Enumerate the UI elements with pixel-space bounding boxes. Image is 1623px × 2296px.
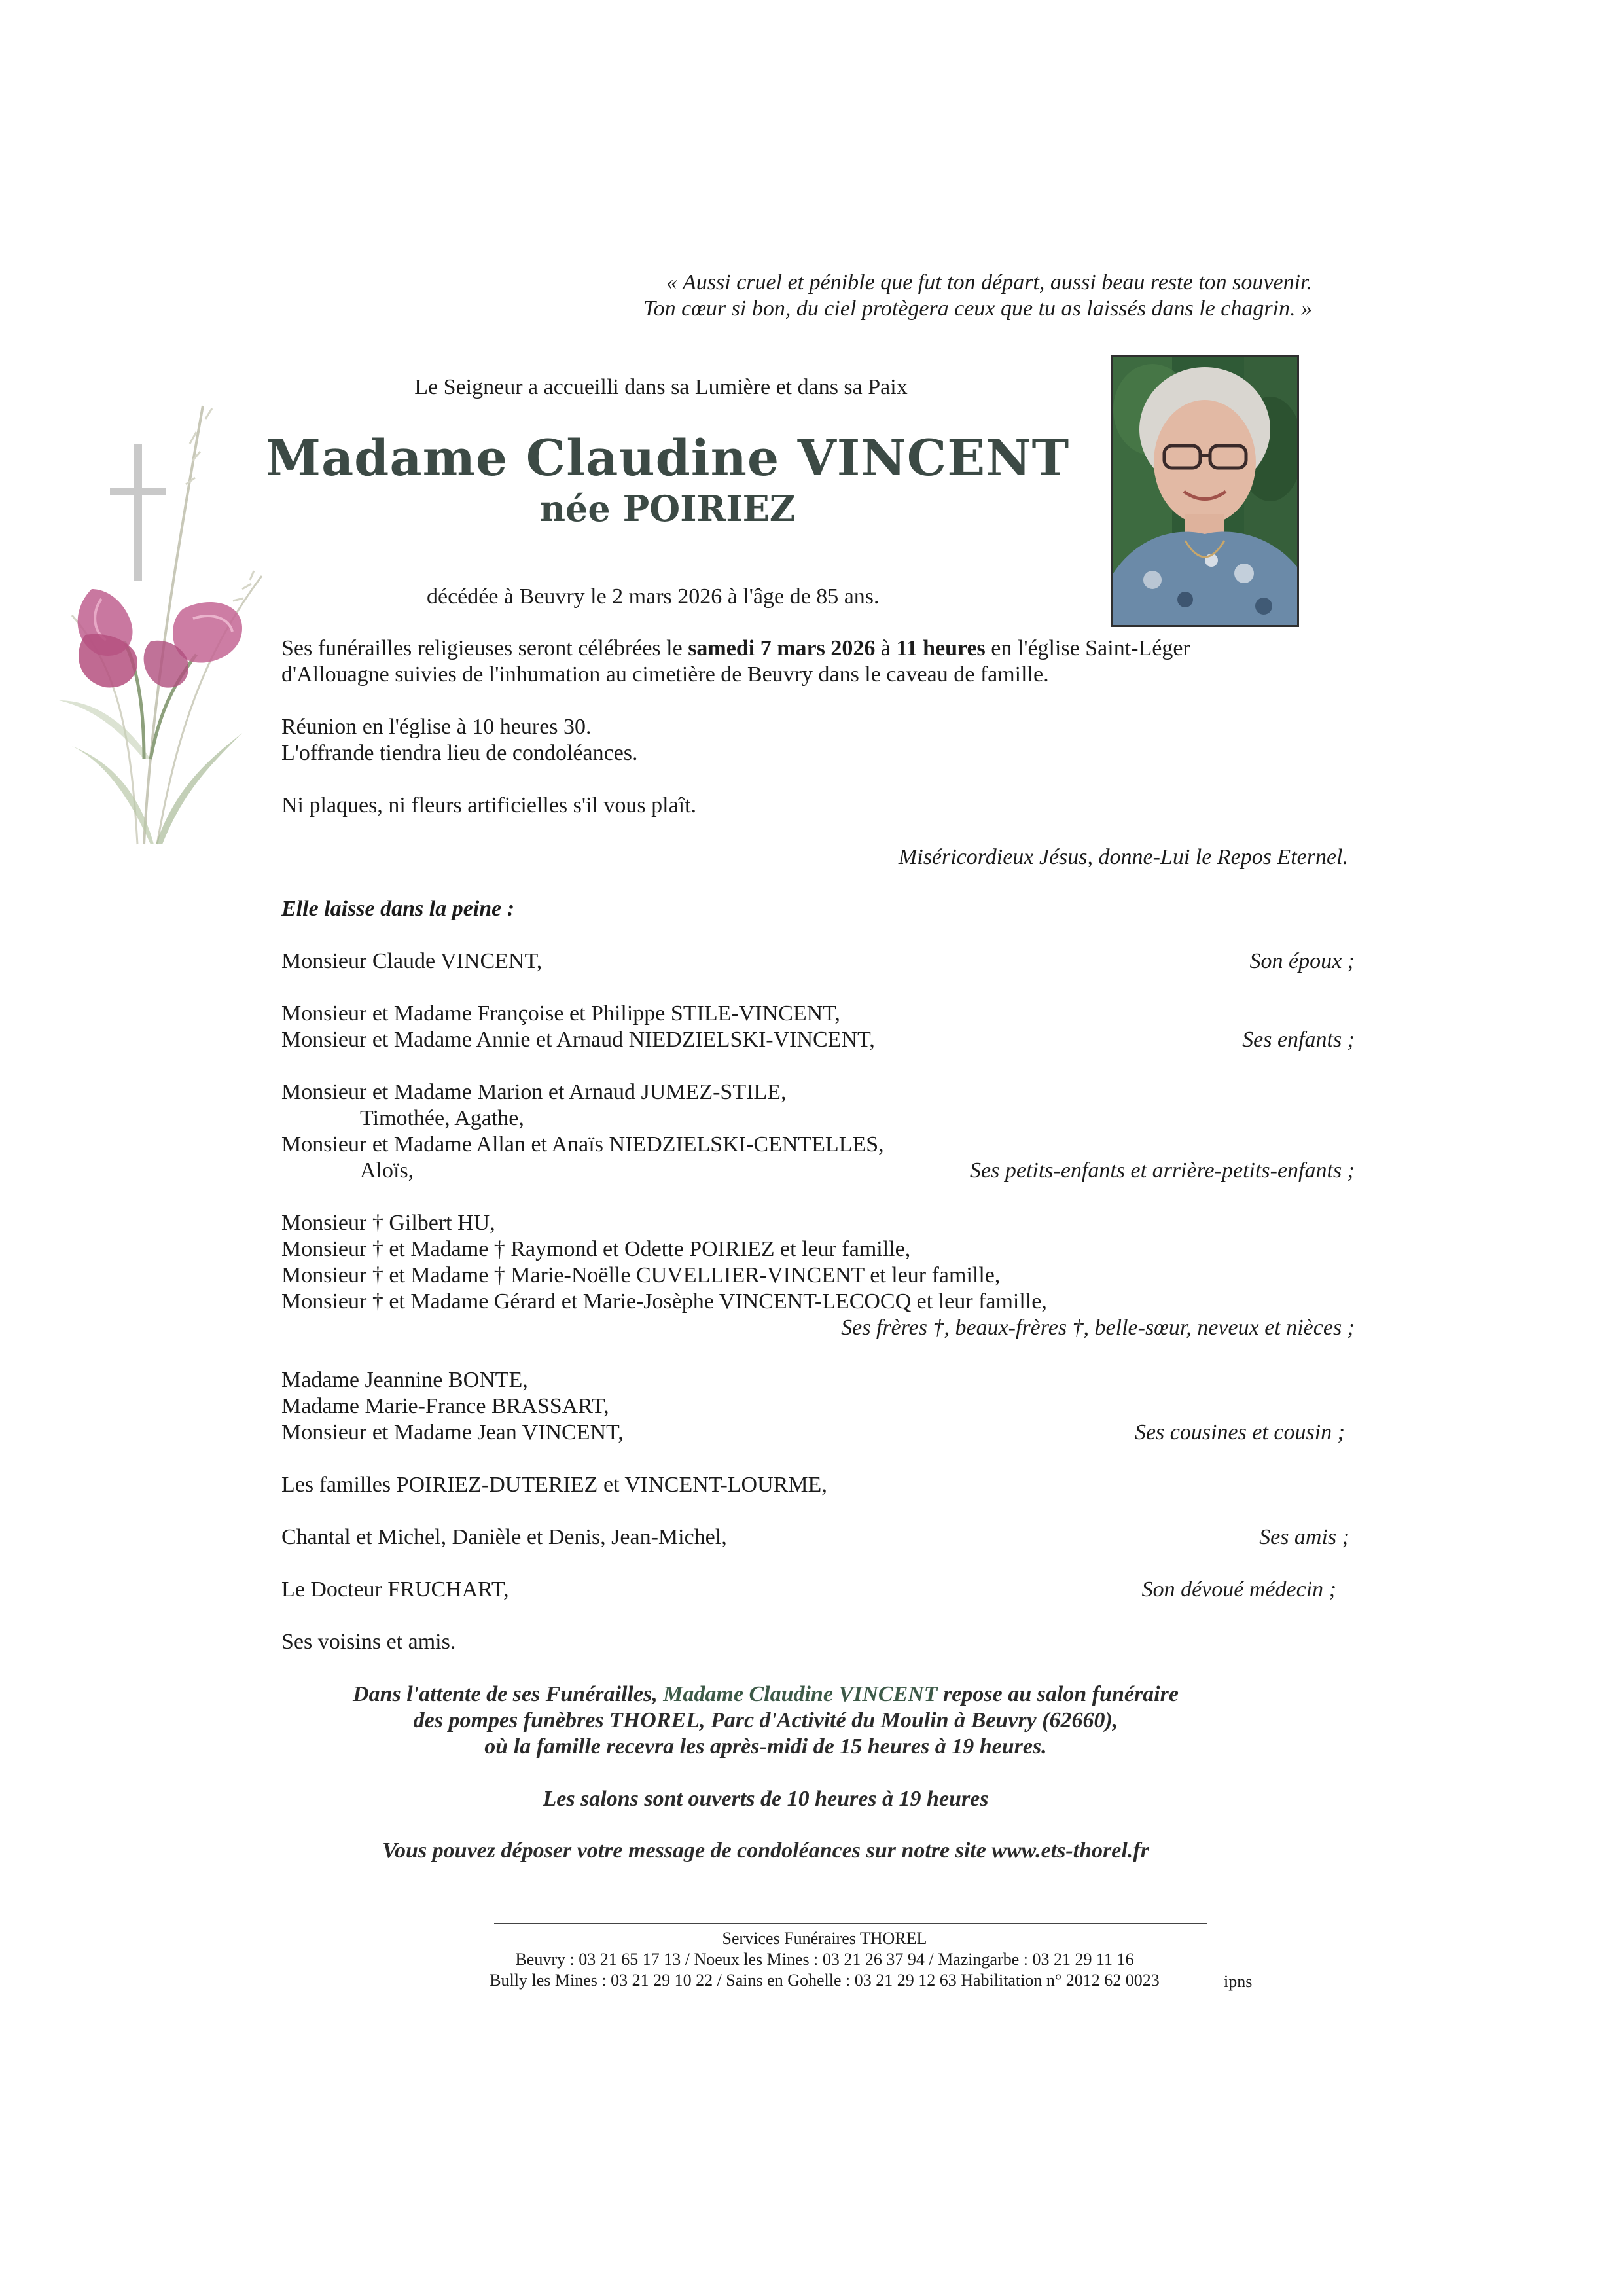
children-line-1: Monsieur et Madame Françoise et Philippe STILE-VINCENT,: [281, 1001, 840, 1026]
death-statement: décédée à Beuvry le 2 mars 2026 à l'âge de 85 ans.: [427, 584, 880, 609]
cousins-line-1: Madame Jeannine BONTE,: [281, 1368, 528, 1392]
funeral-text-connector: à: [875, 636, 897, 660]
notice-line-2: des pompes funèbres THOREL, Parc d'Activité du Moulin à Beuvry (62660),: [413, 1708, 1118, 1732]
maiden-name: née POIRIEZ: [539, 488, 796, 529]
meeting-line-2: L'offrande tiendra lieu de condoléances.: [281, 741, 638, 765]
family-cousins: [281, 1420, 1345, 1446]
cousins-line-2: Madame Marie-France BRASSART,: [281, 1394, 609, 1418]
grandchildren-line-1: Monsieur et Madame Marion et Arnaud JUMEZ-STILE,: [281, 1080, 787, 1104]
doctor-role: Son dévoué médecin ;: [1141, 1577, 1336, 1602]
portrait-photo: [1111, 355, 1299, 627]
children-role: Ses enfants ;: [1242, 1028, 1355, 1052]
siblings-line-3: Monsieur † et Madame † Marie-Noëlle CUVELLIER-VINCENT et leur famille,: [281, 1263, 1001, 1287]
family-siblings: [281, 1315, 1355, 1341]
cousins-role: Ses cousines et cousin ;: [1134, 1420, 1345, 1444]
siblings-line-1: Monsieur † Gilbert HU,: [281, 1211, 495, 1235]
notice-line-1: [196, 1681, 1335, 1708]
funeral-time: 11 heures: [896, 636, 986, 660]
funeral-church: en l'église Saint-Léger: [985, 636, 1190, 660]
intro-text: Le Seigneur a accueilli dans sa Lumière et dans sa Paix: [414, 375, 908, 399]
footer-phones-2: Bully les Mines : 03 21 29 10 22 / Sains en Gohelle : 03 21 29 12 63 Habilitation n° 2012 62 0023: [490, 1971, 1160, 1990]
families-line: Les familles POIRIEZ-DUTERIEZ et VINCENT-LOURME,: [281, 1473, 827, 1497]
footer-divider: [494, 1923, 1207, 1924]
friends-role: Ses amis ;: [1259, 1525, 1349, 1549]
funeral-line-2: d'Allouagne suivies de l'inhumation au cimetière de Beuvry dans le caveau de famille.: [281, 662, 1049, 687]
footer-tag: ipns: [1224, 1972, 1253, 1991]
funeral-date: samedi 7 mars 2026: [688, 636, 876, 660]
epitaph-quote-line-2: Ton cœur si bon, du ciel protègera ceux que tu as laissés dans le chagrin. »: [643, 296, 1312, 321]
family-children: [281, 1027, 1355, 1053]
condolence-website: Vous pouvez déposer votre message de condoléances sur notre site www.ets-thorel.fr: [382, 1839, 1149, 1863]
family-heading: Elle laisse dans la peine :: [281, 897, 515, 921]
children-line-2: Monsieur et Madame Annie et Arnaud NIEDZIELSKI-VINCENT,: [281, 1028, 875, 1052]
prayer: Miséricordieux Jésus, donne-Lui le Repos Eternel.: [898, 845, 1348, 869]
lily-cross-decoration: [46, 393, 268, 864]
grandchildren-line-2: Timothée, Agathe,: [360, 1106, 524, 1130]
notice-line-3: où la famille recevra les après-midi de 15 heures à 19 heures.: [484, 1734, 1047, 1759]
neighbors-line: Ses voisins et amis.: [281, 1630, 456, 1654]
spouse-name: Monsieur Claude VINCENT,: [281, 949, 543, 973]
epitaph-quote-line-1: « Aussi cruel et pénible que fut ton départ, aussi beau reste ton souvenir.: [666, 270, 1312, 295]
cousins-line-3: Monsieur et Madame Jean VINCENT,: [281, 1420, 624, 1444]
doctor-name: Le Docteur FRUCHART,: [281, 1577, 509, 1602]
spouse-role: Son époux ;: [1249, 949, 1355, 973]
grandchildren-role: Ses petits-enfants et arrière-petits-enfants ;: [970, 1158, 1355, 1183]
salon-hours: Les salons sont ouverts de 10 heures à 19 heures: [543, 1787, 989, 1811]
notice-deceased-name: Madame Claudine VINCENT: [663, 1682, 938, 1706]
funeral-text: Ses funérailles religieuses seront célébrées le: [281, 636, 688, 660]
family-grandchildren: [281, 1158, 1355, 1184]
family-friends: [281, 1524, 1349, 1551]
siblings-line-2: Monsieur † et Madame † Raymond et Odette POIRIEZ et leur famille,: [281, 1237, 911, 1261]
family-spouse: [281, 948, 1355, 975]
deceased-name: Madame Claudine VINCENT: [265, 429, 1070, 487]
footer-company: Services Funéraires THOREL: [722, 1929, 927, 1948]
notice-text-end: repose au salon funéraire: [937, 1682, 1179, 1706]
funeral-line-1: [281, 636, 1361, 662]
grandchildren-line-3: Monsieur et Madame Allan et Anaïs NIEDZIELSKI-CENTELLES,: [281, 1132, 884, 1157]
grandchildren-line-4: Aloïs,: [360, 1158, 414, 1183]
notice-text: Dans l'attente de ses Funérailles,: [353, 1682, 664, 1706]
friends-names: Chantal et Michel, Danièle et Denis, Jean-Michel,: [281, 1525, 727, 1549]
meeting-line-1: Réunion en l'église à 10 heures 30.: [281, 715, 592, 739]
siblings-line-4: Monsieur † et Madame Gérard et Marie-Josèphe VINCENT-LECOCQ et leur famille,: [281, 1289, 1047, 1314]
footer-phones-1: Beuvry : 03 21 65 17 13 / Noeux les Mines : 03 21 26 37 94 / Mazingarbe : 03 21 29 11 16: [515, 1950, 1134, 1969]
flowers-note: Ni plaques, ni fleurs artificielles s'il vous plaît.: [281, 793, 697, 817]
siblings-role: Ses frères †, beaux-frères †, belle-sœur, neveux et nièces ;: [841, 1316, 1355, 1340]
family-doctor: [281, 1577, 1336, 1603]
